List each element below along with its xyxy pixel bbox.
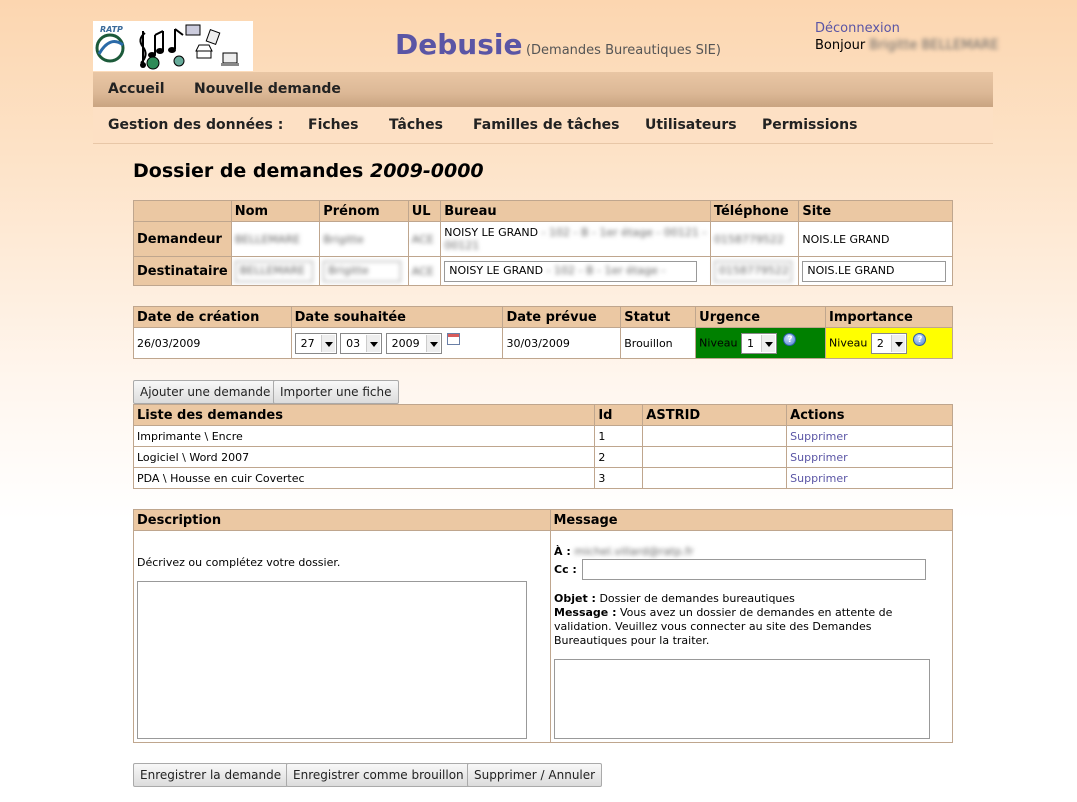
nav-item-permissions[interactable]: Permissions bbox=[762, 117, 858, 133]
help-icon[interactable]: ? bbox=[913, 333, 926, 346]
import-sheet-button[interactable]: Importer une fiche bbox=[273, 380, 399, 404]
app-subtitle: (Demandes Bureautiques SIE) bbox=[525, 43, 721, 58]
to-label: À : bbox=[554, 545, 571, 558]
request-id: 3 bbox=[595, 468, 643, 489]
delete-request-link[interactable]: Supprimer bbox=[790, 429, 848, 443]
cc-label bbox=[554, 563, 577, 576]
nav-item-nouvelle-demande[interactable]: Nouvelle demande bbox=[194, 81, 341, 97]
primary-nav bbox=[93, 72, 993, 107]
destinataire-telephone-field[interactable]: 0158779522 bbox=[714, 261, 792, 282]
message-summary bbox=[554, 592, 924, 648]
description-header: Description bbox=[134, 510, 551, 531]
col-date-souhaitee: Date souhaitée bbox=[291, 307, 503, 328]
importance-cell bbox=[826, 328, 953, 359]
day-select[interactable] bbox=[295, 333, 337, 354]
request-astrid bbox=[643, 468, 787, 489]
greeting: Bonjour bbox=[815, 38, 866, 53]
user-name: Brigitte BELLEMARE bbox=[869, 38, 999, 53]
importance-select[interactable] bbox=[871, 333, 907, 354]
table-row bbox=[134, 468, 953, 489]
importance-select-value: 2 bbox=[876, 336, 884, 350]
date-prevue: 30/03/2009 bbox=[503, 328, 621, 359]
request-id: 2 bbox=[595, 447, 643, 468]
demandeur-telephone: 0158779522 bbox=[713, 232, 784, 246]
col-liste-demandes: Liste des demandes bbox=[134, 405, 595, 426]
col-bureau: Bureau bbox=[441, 201, 711, 222]
nav-item-utilisateurs[interactable]: Utilisateurs bbox=[645, 117, 737, 133]
month-select[interactable] bbox=[340, 333, 382, 354]
col-importance: Importance bbox=[826, 307, 953, 328]
delete-request-link[interactable]: Supprimer bbox=[790, 471, 848, 485]
col-site: Site bbox=[799, 201, 953, 222]
requests-table bbox=[133, 404, 953, 489]
urgence-select[interactable] bbox=[741, 333, 777, 354]
urgence-label: Niveau bbox=[699, 336, 738, 349]
page-title bbox=[133, 160, 484, 182]
importance-label: Niveau bbox=[829, 336, 868, 349]
page-title-prefix: Dossier de demandes bbox=[133, 160, 364, 182]
app-title-block bbox=[395, 28, 721, 61]
secondary-nav bbox=[93, 107, 993, 144]
demandeur-nom: BELLEMARE bbox=[234, 232, 301, 246]
request-label: PDA \ Housse en cuir Covertec bbox=[134, 468, 595, 489]
demandeur-ul: ACE bbox=[411, 232, 434, 246]
delete-cancel-button[interactable]: Supprimer / Annuler bbox=[467, 763, 602, 787]
year-select-value: 2009 bbox=[391, 336, 420, 350]
table-row bbox=[134, 426, 953, 447]
persons-table bbox=[133, 200, 953, 286]
nav-item-familles[interactable]: Familles de tâches bbox=[473, 117, 620, 133]
month-select-value: 03 bbox=[346, 336, 361, 350]
body-text: Vous avez un dossier de demandes en attente de validation. Veuillez vous connecter au site des Demandes Bureautiques pour la traiter. bbox=[554, 606, 893, 647]
subject-row bbox=[554, 592, 924, 606]
destinataire-bureau-field[interactable] bbox=[444, 261, 697, 282]
statut: Brouillon bbox=[621, 328, 696, 359]
calendar-icon[interactable] bbox=[447, 333, 460, 345]
col-prenom: Prénom bbox=[320, 201, 409, 222]
page-title-number: 2009-0000 bbox=[369, 160, 484, 182]
add-request-button[interactable]: Ajouter une demande bbox=[133, 380, 277, 404]
cc-label-text: Cc : bbox=[554, 563, 577, 576]
col-ul: UL bbox=[408, 201, 441, 222]
request-label: Imprimante \ Encre bbox=[134, 426, 595, 447]
body-label: Message : bbox=[554, 606, 617, 619]
nav-item-fiches[interactable]: Fiches bbox=[308, 117, 359, 133]
col-date-prevue: Date prévue bbox=[503, 307, 621, 328]
chevron-down-icon bbox=[366, 335, 380, 352]
destinataire-ul: ACE bbox=[411, 264, 434, 278]
message-to-row bbox=[554, 545, 694, 558]
cc-input[interactable] bbox=[582, 559, 926, 580]
year-select[interactable] bbox=[386, 333, 442, 354]
destinataire-bureau: NOISY LE GRAND bbox=[449, 263, 544, 277]
day-select-value: 27 bbox=[300, 336, 315, 350]
subject-label: Objet : bbox=[554, 592, 596, 605]
destinataire-bureau-detail: - 102 - B - 1er étage - bbox=[546, 263, 666, 277]
col-actions: Actions bbox=[787, 405, 953, 426]
destinataire-site-field[interactable]: NOIS.LE GRAND bbox=[802, 261, 946, 282]
subject-text: Dossier de demandes bureautiques bbox=[599, 592, 795, 605]
row-label-destinataire: Destinataire bbox=[134, 257, 232, 286]
col-statut: Statut bbox=[621, 307, 696, 328]
description-hint: Décrivez ou complétez votre dossier. bbox=[137, 556, 341, 569]
col-date-creation: Date de création bbox=[134, 307, 292, 328]
row-label-demandeur: Demandeur bbox=[134, 222, 232, 257]
date-creation: 26/03/2009 bbox=[134, 328, 292, 359]
app-title: Debusie bbox=[395, 28, 523, 61]
persons-corner bbox=[134, 201, 232, 222]
request-astrid bbox=[643, 426, 787, 447]
col-id: Id bbox=[595, 405, 643, 426]
chevron-down-icon bbox=[761, 335, 775, 352]
col-nom: Nom bbox=[231, 201, 320, 222]
chevron-down-icon bbox=[426, 335, 440, 352]
demandeur-prenom: Brigitte bbox=[323, 232, 364, 246]
delete-request-link[interactable]: Supprimer bbox=[790, 450, 848, 464]
table-row bbox=[134, 447, 953, 468]
message-header: Message bbox=[550, 510, 953, 531]
dates-table bbox=[133, 306, 953, 359]
demandeur-site: NOIS.LE GRAND bbox=[799, 222, 953, 257]
col-telephone: Téléphone bbox=[710, 201, 799, 222]
user-box bbox=[815, 20, 999, 54]
request-label: Logiciel \ Word 2007 bbox=[134, 447, 595, 468]
demandeur-bureau-detail: - 102 - B - 1er étage - 00121 - 00121 bbox=[444, 226, 707, 252]
col-astrid: ASTRID bbox=[643, 405, 787, 426]
urgence-cell bbox=[696, 328, 826, 359]
message-textarea[interactable] bbox=[554, 659, 930, 739]
request-id: 1 bbox=[595, 426, 643, 447]
destinataire-nom-field[interactable]: BELLEMARE bbox=[235, 261, 313, 282]
chevron-down-icon bbox=[321, 335, 335, 352]
request-astrid bbox=[643, 447, 787, 468]
save-request-button[interactable]: Enregistrer la demande bbox=[133, 763, 288, 787]
description-textarea[interactable] bbox=[137, 581, 527, 739]
help-icon[interactable]: ? bbox=[783, 333, 796, 346]
save-draft-button[interactable]: Enregistrer comme brouillon bbox=[286, 763, 471, 787]
logo-label: RATP bbox=[100, 25, 123, 34]
nav-label-gestion: Gestion des données : bbox=[108, 117, 284, 133]
nav-item-taches[interactable]: Tâches bbox=[389, 117, 443, 133]
chevron-down-icon bbox=[891, 335, 905, 352]
to-value: michel.villard@ratp.fr bbox=[574, 545, 694, 558]
ratp-logo bbox=[93, 21, 253, 71]
logo-icons bbox=[93, 21, 253, 71]
destinataire-prenom-field[interactable]: Brigitte bbox=[323, 261, 401, 282]
logout-link[interactable]: Déconnexion bbox=[815, 21, 900, 36]
col-urgence: Urgence bbox=[696, 307, 826, 328]
nav-item-accueil[interactable]: Accueil bbox=[108, 81, 165, 97]
body-row bbox=[554, 606, 924, 648]
demandeur-bureau: NOISY LE GRAND bbox=[444, 226, 539, 239]
urgence-select-value: 1 bbox=[746, 336, 754, 350]
